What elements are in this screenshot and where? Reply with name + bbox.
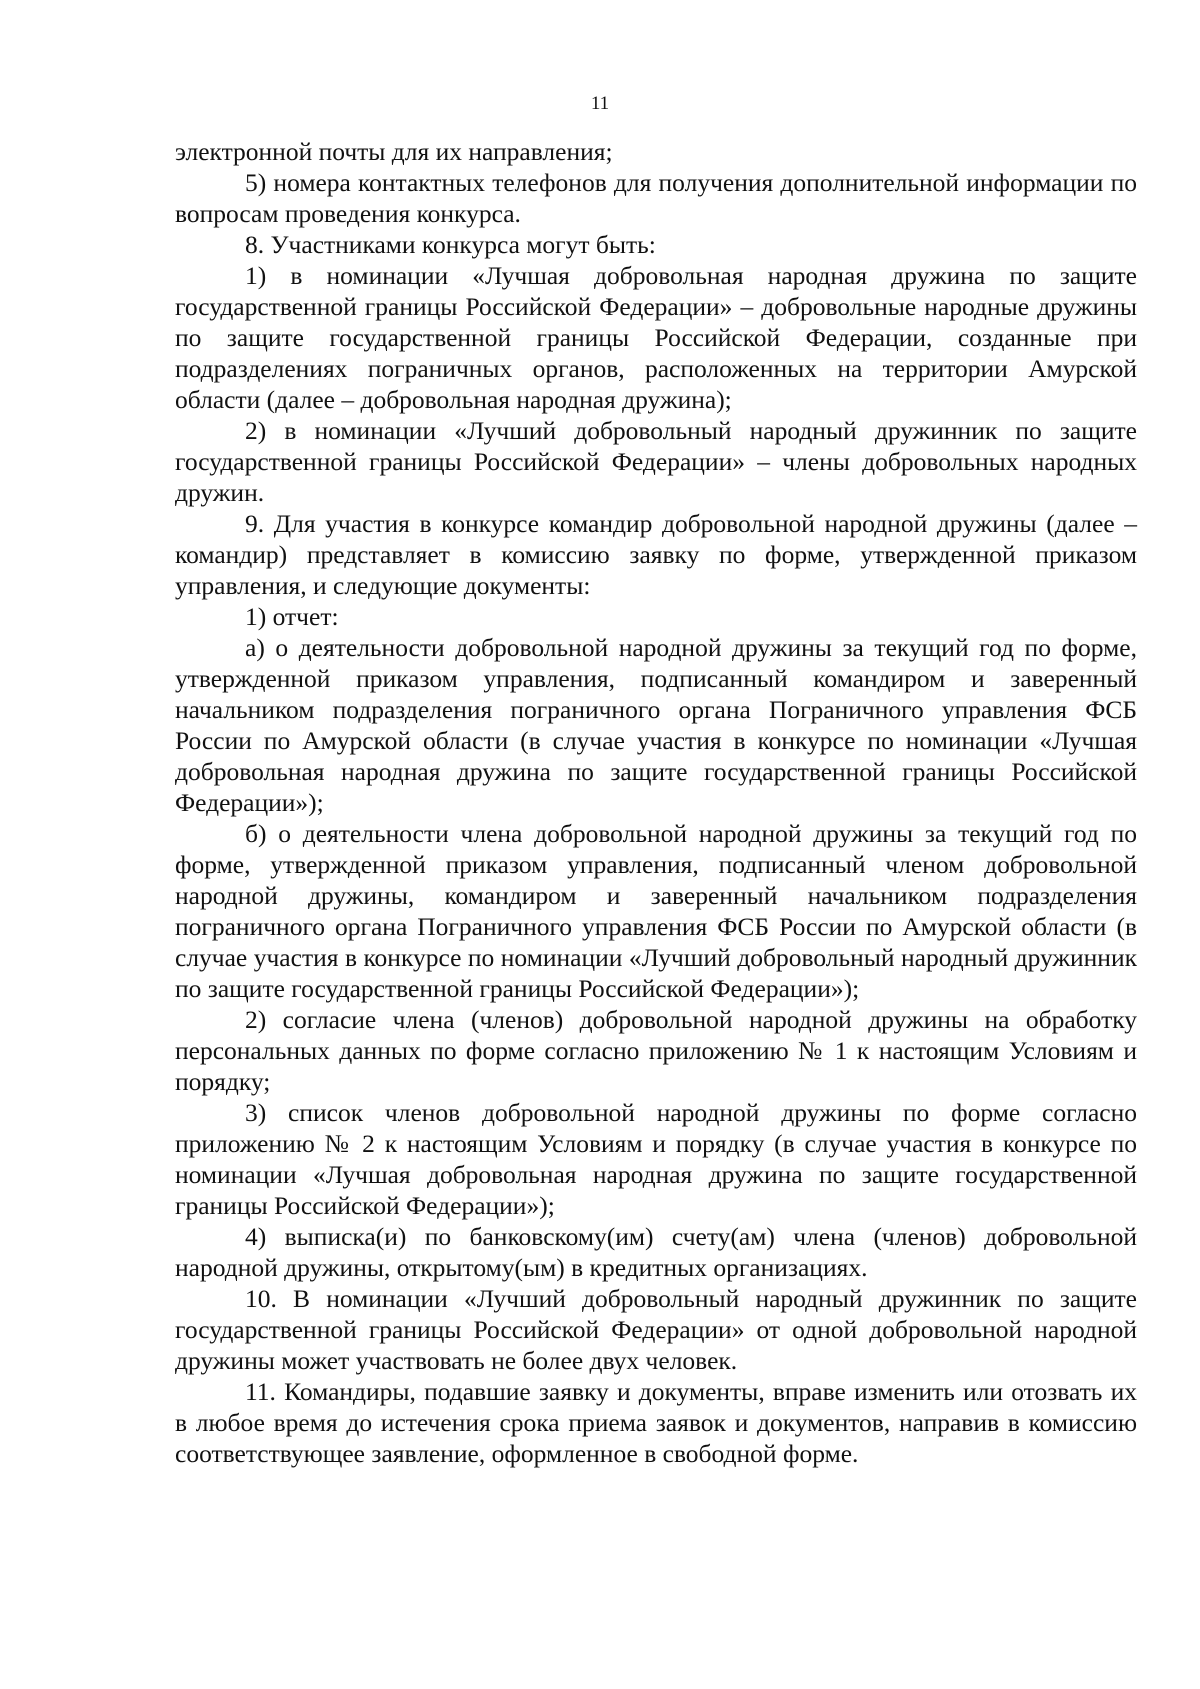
- paragraph-9-item-1-report: 1) отчет:: [245, 602, 339, 631]
- paragraph-8-item-1-best-patrol: 1) в номинации «Лучшая добровольная народная дружина по защите государственной границы Российской Федерации» – добровольные народные дружины по защите государственной границы Российской Федерации, созданные при подразделениях пограничных органов, расположенных на территории Амурской области (далее – добровольная народная дружина);: [175, 261, 1137, 414]
- paragraph-item-5-phones: 5) номера контактных телефонов для получения дополнительной информации по вопросам проведения конкурса.: [175, 168, 1137, 228]
- paragraph-section-9-application: 9. Для участия в конкурсе командир добровольной народной дружины (далее – командир) представляет в комиссию заявку по форме, утвержденной приказом управления, и следующие документы:: [175, 509, 1137, 600]
- document-body: [175, 136, 1137, 1469]
- paragraph-section-10-limit: 10. В номинации «Лучший добровольный народный дружинник по защите государственной границы Российской Федерации» от одной добровольной народной дружины может участвовать не более двух человек.: [175, 1284, 1137, 1375]
- paragraph-9-item-2-consent: 2) согласие члена (членов) добровольной народной дружины на обработку персональных данных по форме согласно приложению № 1 к настоящим Условиям и порядку;: [175, 1005, 1137, 1096]
- paragraph-email-continuation: электронной почты для их направления;: [175, 137, 613, 166]
- paragraph-section-8-participants: 8. Участниками конкурса могут быть:: [245, 230, 656, 259]
- paragraph-9-item-3-member-list: 3) список членов добровольной народной дружины по форме согласно приложению № 2 к настоящим Условиям и порядку (в случае участия в конкурсе по номинации «Лучшая добровольная народная дружина по защите государственной границы Российской Федерации»);: [175, 1098, 1137, 1220]
- paragraph-9-subitem-a: а) о деятельности добровольной народной дружины за текущий год по форме, утвержденной приказом управления, подписанный командиром и заверенный начальником подразделения пограничного органа Пограничного управления ФСБ России по Амурской области (в случае участия в конкурсе по номинации «Лучшая добровольная народная дружина по защите государственной границы Российской Федерации»);: [175, 633, 1137, 817]
- page-number: 11: [590, 93, 610, 114]
- paragraph-section-11-withdrawal: 11. Командиры, подавшие заявку и документы, вправе изменить или отозвать их в любое время до истечения срока приема заявок и документов, направив в комиссию соответствующее заявление, оформленное в свободной форме.: [175, 1377, 1137, 1468]
- paragraph-8-item-2-best-member: 2) в номинации «Лучший добровольный народный дружинник по защите государственной границы Российской Федерации» – члены добровольных народных дружин.: [175, 416, 1137, 507]
- paragraph-9-item-4-bank-statement: 4) выписка(и) по банковскому(им) счету(ам) члена (членов) добровольной народной дружины, открытому(ым) в кредитных организациях.: [175, 1222, 1137, 1282]
- paragraph-9-subitem-b: б) о деятельности члена добровольной народной дружины за текущий год по форме, утвержденной приказом управления, подписанный членом добровольной народной дружины, командиром и заверенный начальником подразделения пограничного органа Пограничного управления ФСБ России по Амурской области (в случае участия в конкурсе по номинации «Лучший добровольный народный дружинник по защите государственной границы Российской Федерации»);: [175, 819, 1137, 1003]
